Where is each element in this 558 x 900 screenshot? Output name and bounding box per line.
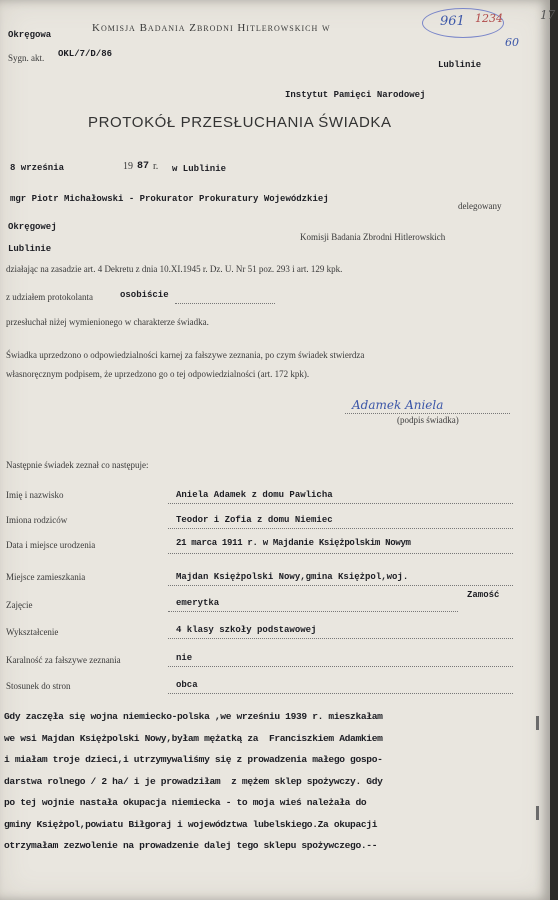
field-dots-birth (168, 553, 513, 554)
intro-commission-printed: Komisji Badania Zbrodni Hitlerowskich (300, 232, 446, 242)
field-dots-education (168, 638, 513, 639)
field-value-name: Aniela Adamek z domu Pawlicha (176, 490, 333, 500)
corner-number-3: 60 (505, 36, 519, 49)
field-dots-parents (168, 528, 513, 529)
page-title: PROTOKÓŁ PRZESŁUCHANIA ŚWIADKA (88, 114, 392, 131)
field-label-false-testimony: Karalność za fałszywe zeznania (6, 655, 121, 665)
intro-city: Lublinie (8, 244, 52, 254)
field-value-education: 4 klasy szkoły podstawowej (176, 625, 317, 635)
staple-mark (536, 716, 539, 730)
reference-prefix: Sygn. akt. (8, 53, 45, 63)
intro-year-prefix: 19 (123, 161, 133, 172)
field-value-relation: obca (176, 680, 198, 690)
field-value-false-testimony: nie (176, 653, 193, 663)
field-value-residence-cont: Zamość (467, 590, 500, 600)
testimony-line: we wsi Majdan Księżpolski Nowy,byłam mężatką za Franciszkiem Adamkiem (4, 732, 383, 744)
corner-number-1: 961 (440, 14, 465, 29)
field-value-parents: Teodor i Zofia z domu Niemiec (176, 515, 333, 525)
intro-protocol: osobiście (120, 290, 169, 300)
intro-year: 87 (137, 161, 150, 172)
field-label-occupation: Zajęcie (6, 600, 33, 610)
signature-dots (345, 413, 510, 414)
field-dots-occupation (168, 611, 458, 612)
intro-date: 8 września (10, 163, 65, 173)
field-dots-name (168, 503, 513, 504)
intro-warning-2: własnoręcznym podpisem, że uprzedzono go o tej odpowiedzialności (art. 172 kpk). (6, 369, 310, 379)
commission-name: Komisja Badania Zbrodni Hitlerowskich w (92, 22, 331, 34)
commission-prefix: Okręgowa (8, 30, 52, 40)
testimony-line: po tej wojnie nastała okupacja niemiecka - to moja wieś należała do (4, 797, 367, 808)
commission-city: Lublinie (438, 60, 482, 70)
testimony-line: Gdy zaczęła się wojna niemiecko-polska ,we wrześniu 1939 r. mieszkałam (4, 711, 383, 722)
field-dots-false-testimony (168, 666, 513, 667)
field-value-birth: 21 marca 1911 r. w Majdanie Księżpolskim Nowym (176, 538, 411, 548)
field-label-relation: Stosunek do stron (6, 681, 71, 691)
witness-signature: Adamek Aniela (352, 398, 444, 412)
intro-year-suffix: r. (153, 161, 159, 172)
field-value-occupation: emerytka (176, 598, 220, 608)
field-dots-relation (168, 693, 513, 694)
testimony-line: otrzymałam zezwolenie na prowadzenie dalej tego sklepu spożywczego.-- (4, 840, 378, 851)
intro-legal-basis: działając na zasadzie art. 4 Dekretu z dnia 10.XI.1945 r. Dz. U. Nr 51 poz. 293 i art. 129 kpk. (6, 264, 343, 274)
field-label-parents: Imiona rodziców (6, 515, 68, 525)
field-label-name: Imię i nazwisko (6, 490, 64, 500)
testimony-line: gminy Księżpol,powiatu Biłgoraj i województwa lubelskiego.Za okupacji (4, 818, 378, 830)
protocol-dots (175, 303, 275, 304)
intro-commission-typed: Okręgowej (8, 222, 57, 232)
intro-heard: przesłuchał niżej wymienionego w charakterze świadka. (6, 317, 209, 327)
testimony-line: darstwa rolnego / 2 ha/ i je prowadziłam z mężem sklep spożywczy. Gdy (4, 775, 383, 787)
institute-name: Instytut Pamięci Narodowej (285, 90, 426, 100)
intro-delegated: delegowany (458, 201, 502, 211)
testimony-line: i miałam troje dzieci,i utrzymywaliśmy się z prowadzenia małego gospo- (4, 754, 383, 765)
field-value-residence: Majdan Księżpolski Nowy,gmina Księżpol,woj. (176, 572, 409, 582)
field-label-residence: Miejsce zamieszkania (6, 572, 86, 582)
reference-number: OKL/7/D/86 (58, 49, 113, 59)
testimony-intro: Następnie świadek zeznał co następuje: (6, 460, 149, 470)
field-label-birth: Data i miejsce urodzenia (6, 540, 96, 550)
intro-protocol-prefix: z udziałem protokolanta (6, 292, 93, 302)
intro-warning-1: Świadka uprzedzono o odpowiedzialności karnej za fałszywe zeznania, po czym świadek stwierdza (6, 350, 365, 360)
field-dots-residence (168, 585, 513, 586)
signature-caption: (podpis świadka) (397, 415, 459, 425)
corner-mark: 17 (540, 8, 556, 22)
intro-place: w Lublinie (172, 164, 227, 174)
field-label-education: Wykształcenie (6, 627, 59, 637)
staple-mark (536, 806, 539, 820)
testimony-body (4, 706, 544, 857)
intro-official: mgr Piotr Michałowski - Prokurator Prokuratury Wojewódzkiej (10, 194, 329, 204)
corner-number-2: 1234 (475, 12, 503, 25)
